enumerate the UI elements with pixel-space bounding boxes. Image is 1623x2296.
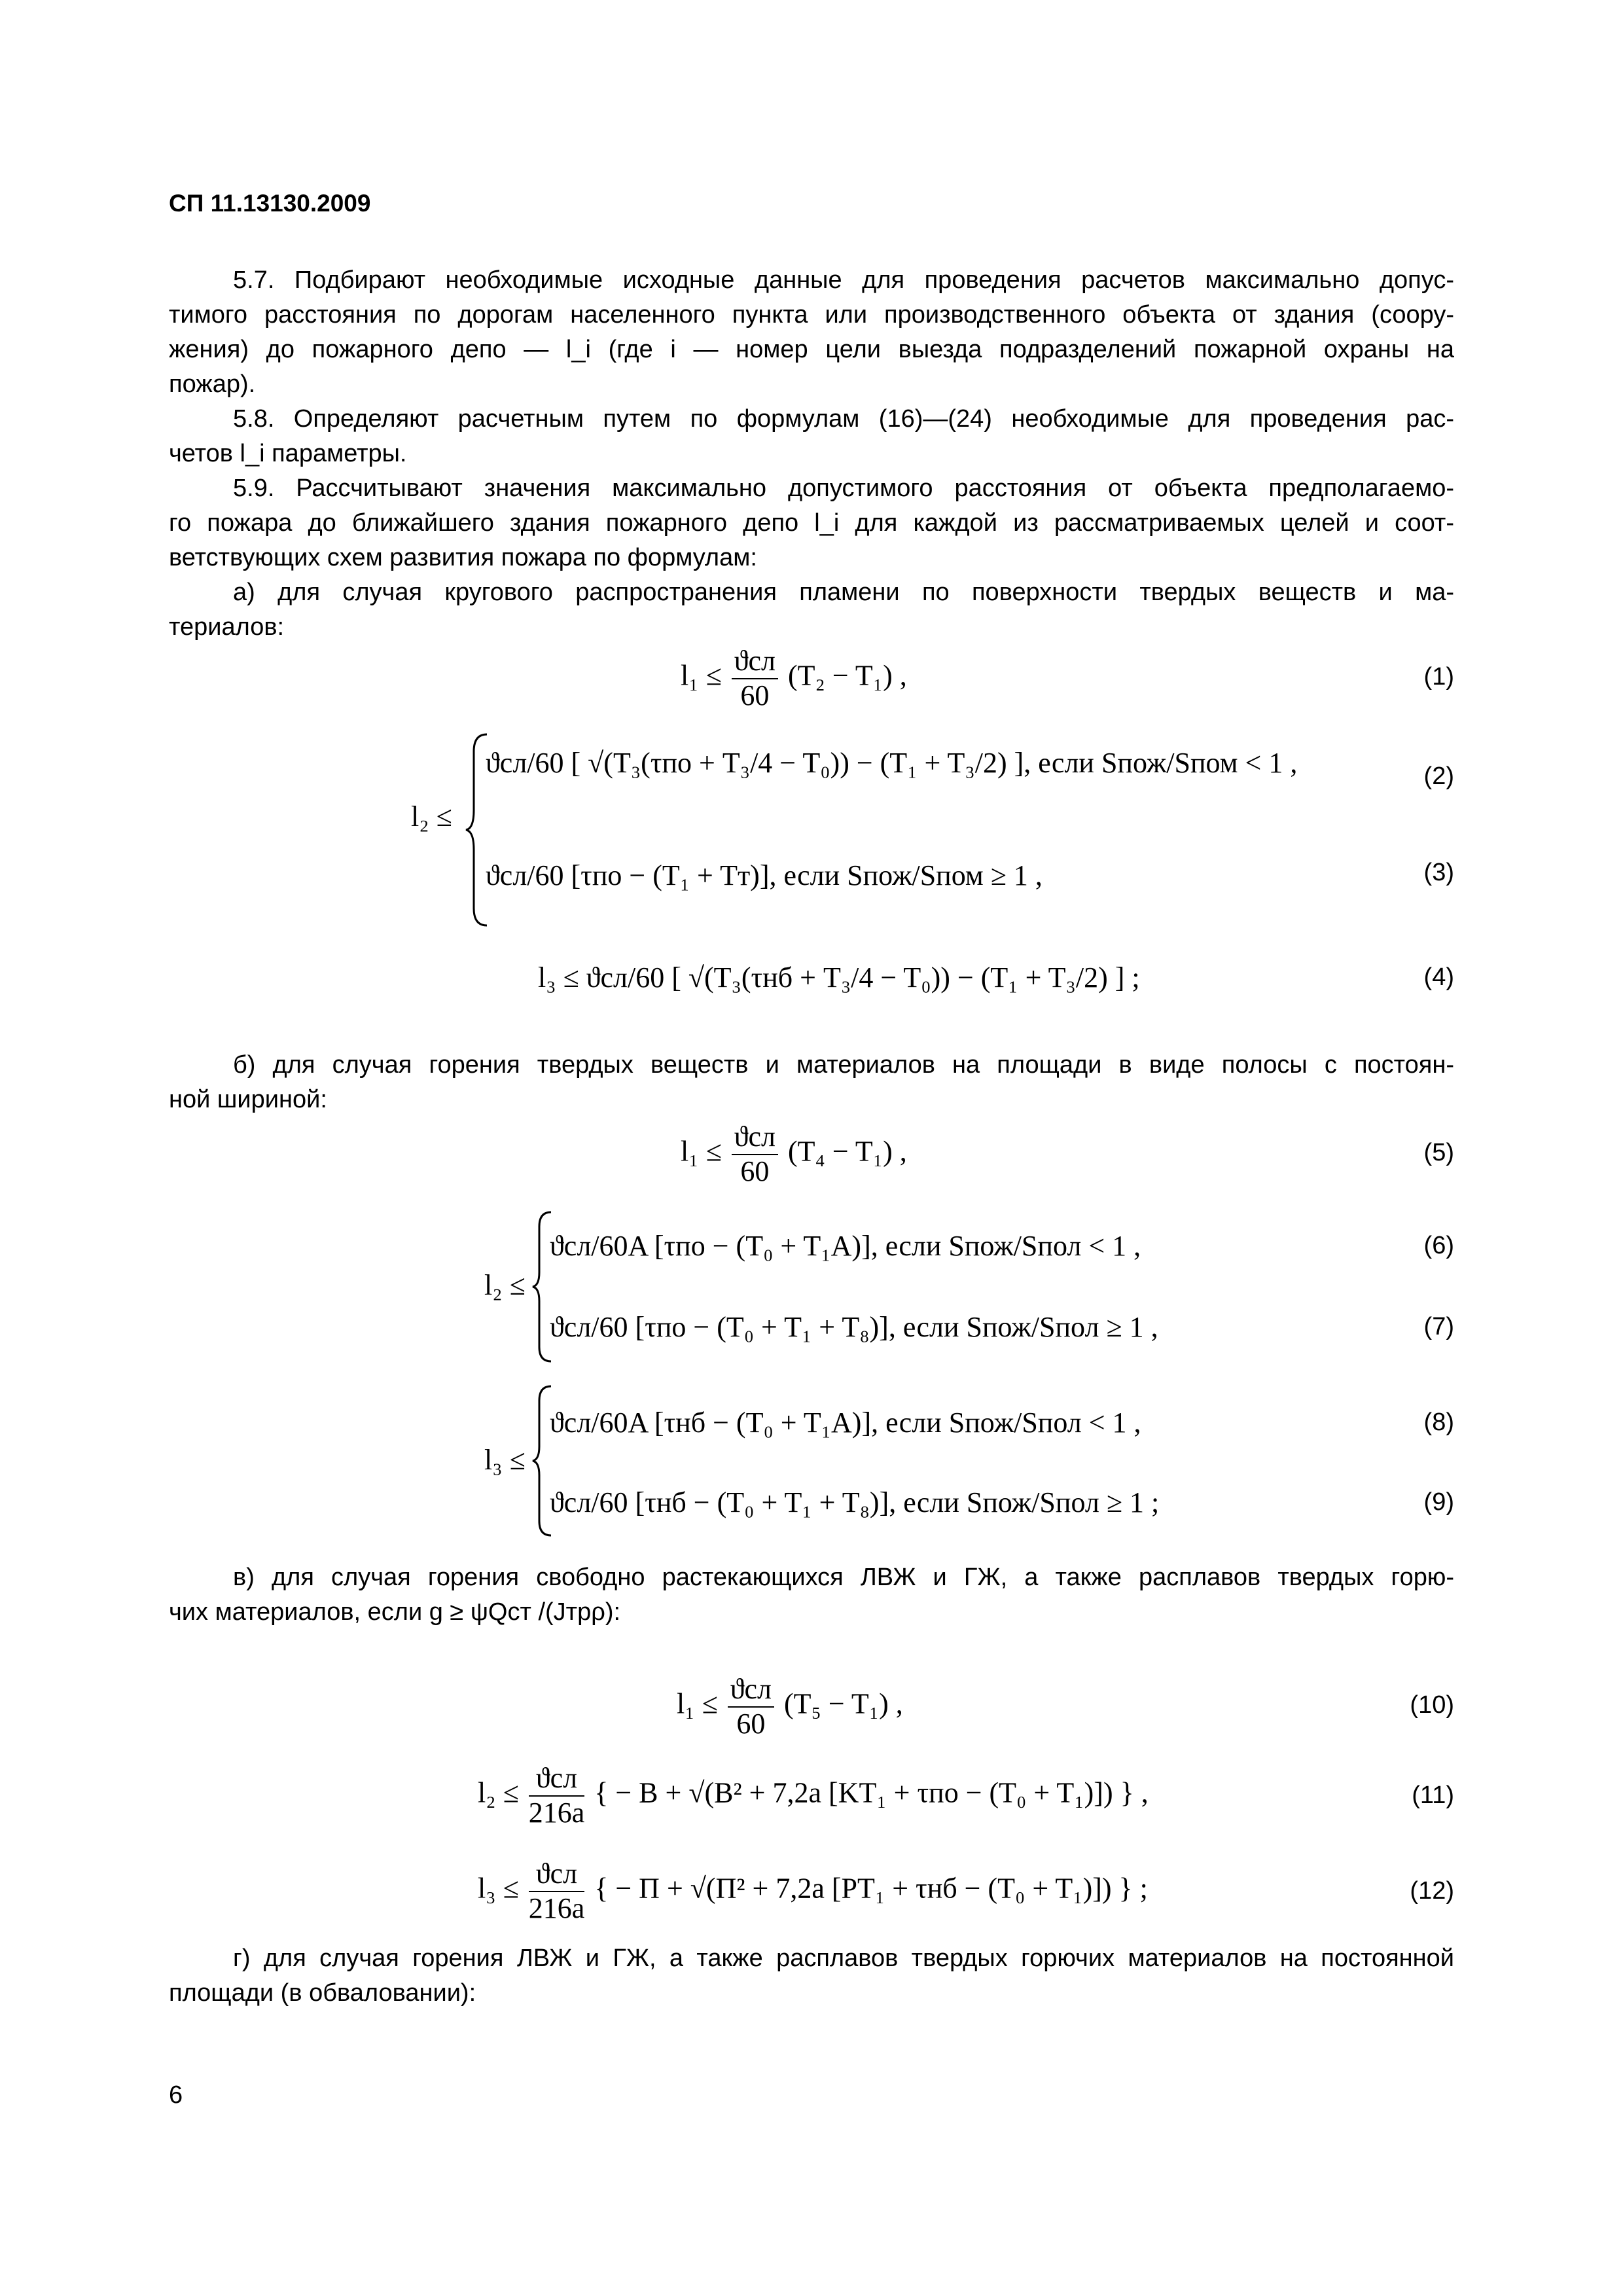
document-code: СП 11.13130.2009 bbox=[169, 190, 371, 217]
equation-number: (10) bbox=[1410, 1691, 1454, 1719]
equation-6: ϑсл/60A [τпо − (T₀ + T₁A)], если Sпож/Sпол < 1 , bbox=[550, 1230, 1141, 1262]
paragraph-g bbox=[169, 1941, 1454, 2011]
text-line: четов l_i параметры. bbox=[169, 440, 407, 467]
system-label-l2: l₂ ≤ bbox=[484, 1269, 526, 1301]
paragraph-5-7 bbox=[169, 263, 1454, 402]
text-line: ветствующих схем развития пожара по формулам: bbox=[169, 544, 757, 571]
equation-number: (9) bbox=[1423, 1488, 1454, 1516]
system-label-l2: l₂ ≤ bbox=[411, 800, 452, 833]
equation-number: (2) bbox=[1423, 762, 1454, 790]
equation-number: (3) bbox=[1423, 859, 1454, 886]
paragraph-b bbox=[169, 1048, 1454, 1117]
equation-10: l₁ ≤ $\frac{\text{ϑсл}}{60}$ (T₅ − T₁) , bbox=[677, 1673, 903, 1740]
page-number: 6 bbox=[169, 2081, 183, 2109]
paragraph-5-9 bbox=[169, 471, 1454, 575]
equation-number: (1) bbox=[1423, 663, 1454, 691]
equation-2: ϑсл/60 [ √(T₃(τпо + T₃/4 − T₀)) − (T₁ + T₃/2) ], если Sпож/Sпом < 1 , bbox=[486, 747, 1298, 779]
text-line: пожар). bbox=[169, 370, 256, 398]
equation-1: l₁ ≤ $\frac{\text{ϑсл}}{60}$ (T₂ − T₁) , bbox=[681, 645, 907, 711]
paragraph-a bbox=[169, 575, 1454, 645]
text-line: ной шириной: bbox=[169, 1086, 327, 1113]
text-line: чих материалов, если g ≥ ψQст /(Jтрρ): bbox=[169, 1598, 621, 1626]
text-line: го пожара до ближайшего здания пожарного депо l_i для каждой из рассматриваемых целей и соот- bbox=[169, 509, 1454, 537]
equation-number: (12) bbox=[1410, 1877, 1454, 1905]
text-line: 5.7. Подбирают необходимые исходные данные для проведения расчетов максимально допус- bbox=[233, 266, 1454, 294]
equation-4: l₃ ≤ ϑсл/60 [ √(T₃(τнб + T₃/4 − T₀)) − (T₁ + T₃/2) ] ; bbox=[538, 961, 1140, 994]
text-line: териалов: bbox=[169, 613, 285, 641]
system-label-l3: l₃ ≤ bbox=[484, 1444, 526, 1476]
text-line: г) для случая горения ЛВЖ и ГЖ, а также расплавов твердых горючих материалов на постоянной bbox=[233, 1945, 1454, 1972]
equation-number: (11) bbox=[1412, 1782, 1454, 1809]
equation-number: (8) bbox=[1423, 1408, 1454, 1436]
equation-5: l₁ ≤ $\frac{\text{ϑсл}}{60}$ (T₄ − T₁) , bbox=[681, 1121, 907, 1187]
equation-number: (7) bbox=[1423, 1313, 1454, 1340]
text-line: 5.9. Рассчитывают значения максимально допустимого расстояния от объекта предполагаемо- bbox=[233, 475, 1454, 502]
equation-number: (5) bbox=[1423, 1139, 1454, 1166]
equation-7: ϑсл/60 [τпо − (T₀ + T₁ + T₈)], если Sпож/Sпол ≥ 1 , bbox=[550, 1311, 1158, 1343]
equation-3: ϑсл/60 [τпо − (T₁ + Tт)], если Sпож/Sпом ≥ 1 , bbox=[486, 859, 1043, 891]
equation-8: ϑсл/60A [τнб − (T₀ + T₁A)], если Sпож/Sпол < 1 , bbox=[550, 1407, 1141, 1439]
paragraph-v bbox=[169, 1560, 1454, 1630]
text-line: б) для случая горения твердых веществ и материалов на площади в виде полосы с постоян- bbox=[233, 1051, 1454, 1079]
equation-number: (6) bbox=[1423, 1232, 1454, 1259]
text-line: жения) до пожарного депо — l_i (где i — номер цели выезда подразделений пожарной охраны на bbox=[169, 336, 1454, 363]
equation-12: l₃ ≤ $\frac{\text{ϑсл}}{216a}$ { − П + √(П² + 7,2a [PT₁ + τнб − (T₀ + T₁)]) } ; bbox=[478, 1857, 1148, 1924]
equation-number: (4) bbox=[1423, 963, 1454, 991]
paragraph-5-8 bbox=[169, 402, 1454, 471]
equation-9: ϑсл/60 [τнб − (T₀ + T₁ + T₈)], если Sпож/Sпол ≥ 1 ; bbox=[550, 1486, 1160, 1518]
text-line: 5.8. Определяют расчетным путем по формулам (16)—(24) необходимые для проведения рас- bbox=[233, 405, 1454, 433]
equation-11: l₂ ≤ $\frac{\text{ϑсл}}{216a}$ { − B + √(B² + 7,2a [KT₁ + τпо − (T₀ + T₁)]) } , bbox=[478, 1762, 1149, 1829]
text-line: тимого расстояния по дорогам населенного пункта или производственного объекта от здания (соору- bbox=[169, 301, 1454, 329]
text-line: в) для случая горения свободно растекающихся ЛВЖ и ГЖ, а также расплавов твердых горю- bbox=[233, 1564, 1454, 1591]
text-line: площади (в обваловании): bbox=[169, 1979, 476, 2007]
text-line: а) для случая кругового распространения пламени по поверхности твердых веществ и ма- bbox=[233, 579, 1454, 606]
